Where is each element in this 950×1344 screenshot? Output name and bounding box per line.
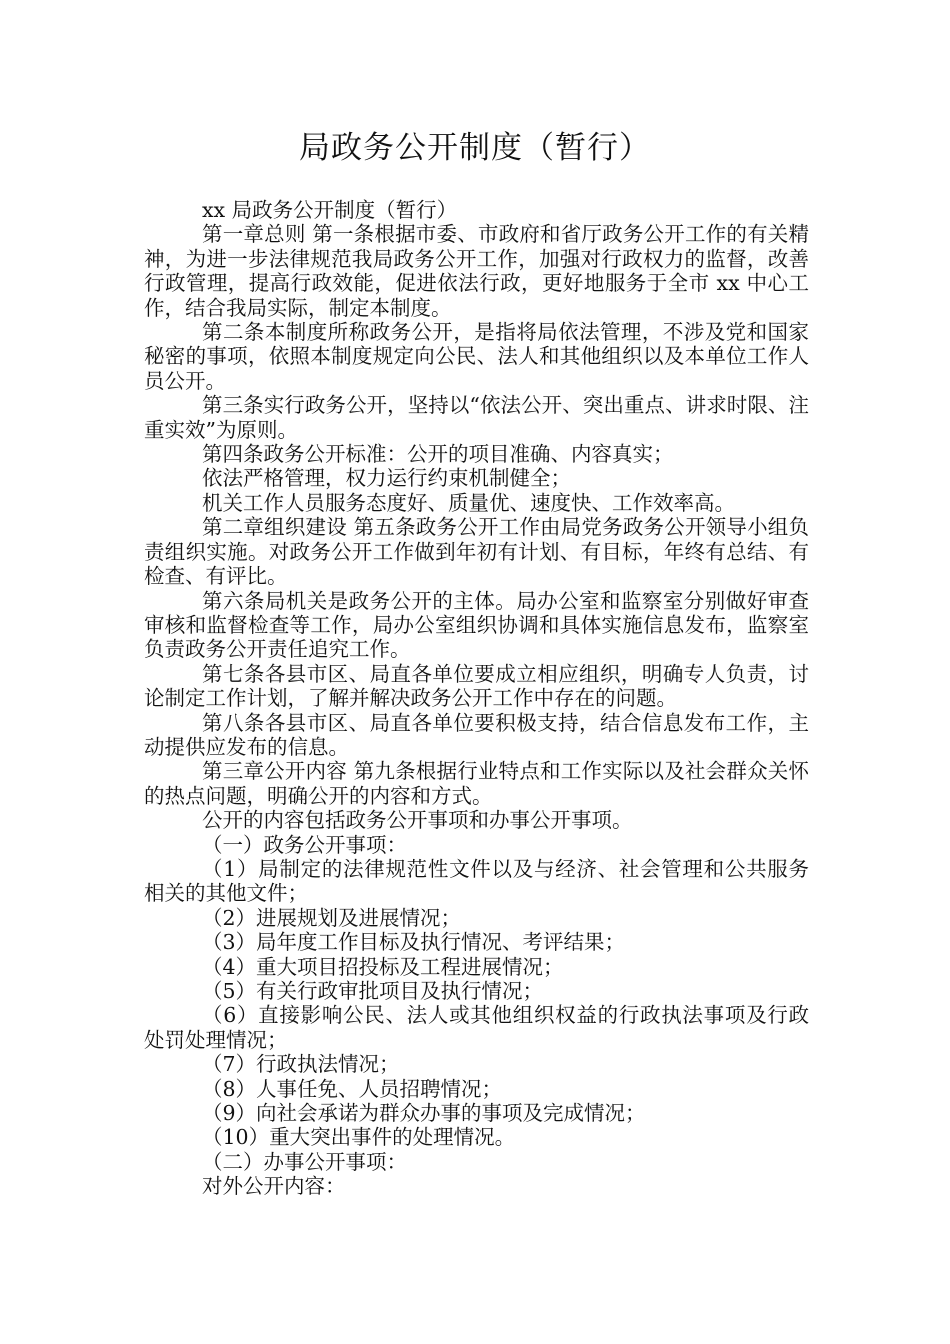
list-item: （5）有关行政审批项目及执行情况； xyxy=(202,979,544,1003)
list-item: （8）人事任免、人员招聘情况； xyxy=(202,1076,503,1101)
paragraph-article-9: 第三章公开内容 第九条根据行业特点和工作实际以及社会群众关怀的热点问题，明确公开的内容和方式。 xyxy=(144,759,809,808)
list-item: （6）直接影响公民、法人或其他组织权益的行政执法事项及行政处罚处理情况； xyxy=(144,1003,809,1052)
paragraph-content-scope: 公开的内容包括政务公开事项和办事公开事项。 xyxy=(202,808,633,833)
list-item: （1）局制定的法律规范性文件以及与经济、社会管理和公共服务相关的其他文件； xyxy=(144,856,809,906)
paragraph-article-3: 第三条实行政务公开，坚持以“依法公开、突出重点、讲求时限、注重实效”为原则。 xyxy=(144,393,809,442)
list-item: （7）行政执法情况； xyxy=(202,1052,400,1077)
list-item: （4）重大项目招投标及工程进展情况； xyxy=(202,954,564,979)
paragraph-article-1: 第一章总则 第一条根据市委、市政府和省厅政务公开工作的有关精神，为进一步法律规范我局政务公开工作，加强对行政权力的监督，改善行政管理，提高行政效能，促进依法行政，更好地服务于全市 xx 中心工作，结合我局实际，制定本制度。 xyxy=(144,222,809,320)
list-item: （3）局年度工作目标及执行情况、考评结果； xyxy=(202,930,626,955)
paragraph-article-2: 第二条本制度所称政务公开，是指将局依法管理，不涉及党和国家秘密的事项，依照本制度规定向公民、法人和其他组织以及本单位工作人员公开。 xyxy=(144,320,809,393)
paragraph-article-6: 第六条局机关是政务公开的主体。局办公室和监察室分别做好审查审核和监督检查等工作，局办公室组织协调和具体实施信息发布，监察室负责政务公开责任追究工作。 xyxy=(144,588,809,662)
list-item: （2）进展规划及进展情况； xyxy=(202,905,462,930)
paragraph-article-7: 第七条各县市区、局直各单位要成立相应组织，明确专人负责，讨论制定工作计划，了解并解决政务公开工作中存在的问题。 xyxy=(144,661,809,711)
paragraph-article-5: 第二章组织建设 第五条政务公开工作由局党务政务公开领导小组负责组织实施。对政务公开工作做到年初有计划、有目标，年终有总结、有检查、有评比。 xyxy=(144,515,809,589)
paragraph-article-8: 第八条各县市区、局直各单位要积极支持，结合信息发布工作，主动提供应发布的信息。 xyxy=(144,710,809,759)
paragraph-external-content: 对外公开内容： xyxy=(202,1174,346,1199)
list-item: （10）重大突出事件的处理情况。 xyxy=(202,1125,516,1150)
paragraph-section-1: （一）政务公开事项： xyxy=(202,832,407,857)
paragraph-article-4-item-3: 机关工作人员服务态度好、质量优、速度快、工作效率高。 xyxy=(202,490,735,515)
document-body xyxy=(144,198,809,1199)
paragraph-section-2: （二）办事公开事项： xyxy=(202,1149,407,1174)
list-item: （9）向社会承诺为群众办事的事项及完成情况； xyxy=(202,1101,646,1126)
document-title: 局政务公开制度（暂行） xyxy=(299,130,651,166)
paragraph-subtitle: xx 局政务公开制度（暂行） xyxy=(202,198,458,222)
paragraph-article-4-item-2: 依法严格管理，权力运行约束机制健全； xyxy=(202,466,571,491)
paragraph-article-4: 第四条政务公开标准：公开的项目准确、内容真实； xyxy=(202,442,674,467)
